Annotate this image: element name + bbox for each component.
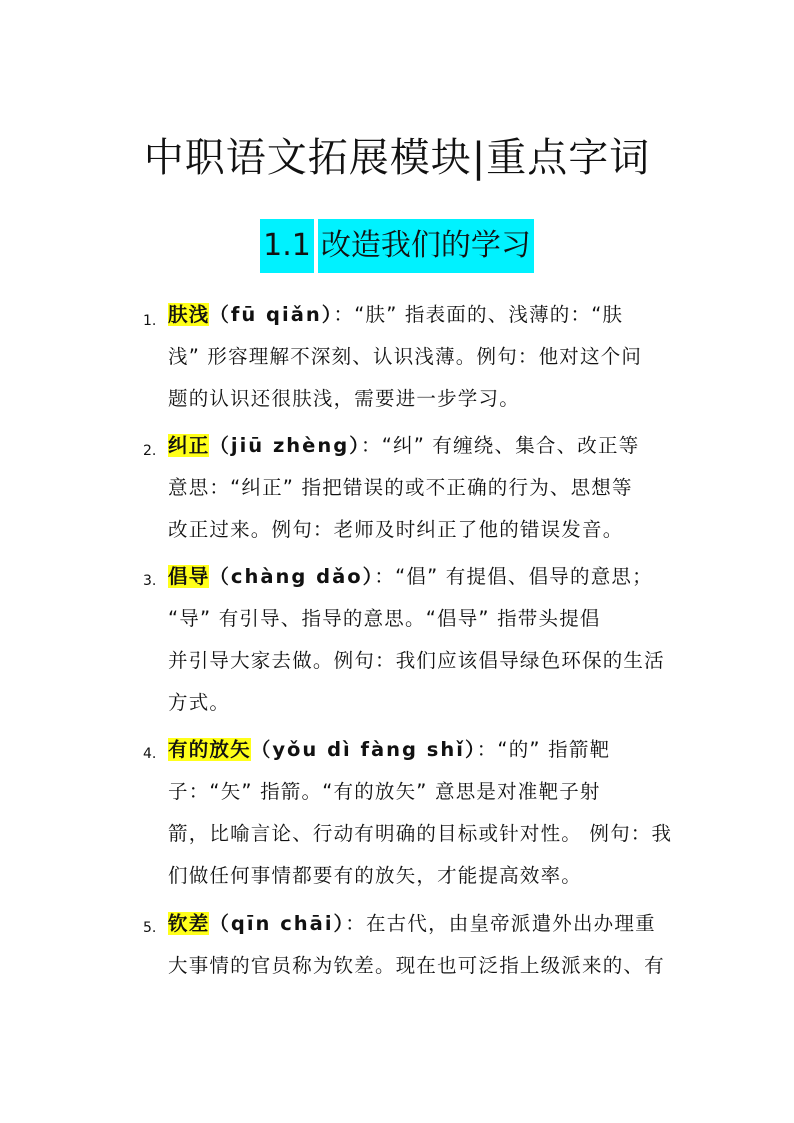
item-first-line: [168, 432, 708, 460]
term-highlight: 钦差: [168, 912, 210, 935]
item-text: ：“纠” 有缠绕、集合、改正等: [361, 434, 640, 457]
item-number: 5.: [143, 920, 157, 936]
item-number: 2.: [143, 443, 157, 459]
item-text: 浅” 形容理解不深刻、认识浅薄。例句：他对这个问: [168, 345, 643, 368]
item-number: 3.: [143, 573, 157, 589]
item-text: 子：“矢” 指箭。“有的放矢” 意思是对准靶子射: [168, 780, 601, 803]
pinyin: （fū qiǎn）: [209, 303, 334, 326]
item-text: 大事情的官员称为钦差。现在也可泛指上级派来的、有: [168, 954, 665, 977]
item-text: ：“倡” 有提倡、倡导的意思；: [374, 565, 653, 588]
term-highlight: 纠正: [168, 434, 210, 457]
pinyin: （chàng dǎo）: [209, 565, 375, 588]
item-text: 箭，比喻言论、行动有明确的目标或针对性。 例句：我: [168, 822, 673, 845]
section-number: 1.1: [260, 219, 314, 273]
item-first-line: [168, 301, 708, 329]
item-first-line: [168, 736, 708, 764]
item-text: ：“的” 指箭靶: [476, 738, 611, 761]
term-highlight: 有的放矢: [168, 738, 251, 761]
pinyin: （qīn chāi）: [209, 912, 346, 935]
pinyin: （jiū zhèng）: [209, 434, 361, 457]
item-text: 们做任何事情都要有的放矢，才能提高效率。: [168, 864, 583, 887]
item-text: 方式。: [168, 691, 231, 714]
item-text: 意思：“纠正” 指把错误的或不正确的行为、思想等: [168, 476, 633, 499]
item-text: 并引导大家去做。例句：我们应该倡导绿色环保的生活: [168, 649, 665, 672]
item-text: 题的认识还很肤浅，需要进一步学习。: [168, 387, 520, 410]
pinyin: （yǒu dì fàng shǐ）: [250, 738, 477, 761]
item-first-line: [168, 910, 708, 938]
section-name: 改造我们的学习: [318, 219, 534, 273]
item-text: “导” 有引导、指导的意思。“倡导” 指带头提倡: [168, 607, 601, 630]
item-text: ：“肤” 指表面的、浅薄的：“肤: [333, 303, 624, 326]
item-number: 1.: [143, 313, 157, 329]
item-first-line: [168, 563, 708, 591]
item-text: ：在古代，由皇帝派遣外出办理重: [345, 912, 656, 935]
term-highlight: 倡导: [168, 565, 210, 588]
item-number: 4.: [143, 746, 157, 762]
page-title: 中职语文拓展模块|重点字词: [143, 135, 651, 181]
term-highlight: 肤浅: [168, 303, 210, 326]
item-text: 改正过来。例句：老师及时纠正了他的错误发音。: [168, 518, 624, 541]
